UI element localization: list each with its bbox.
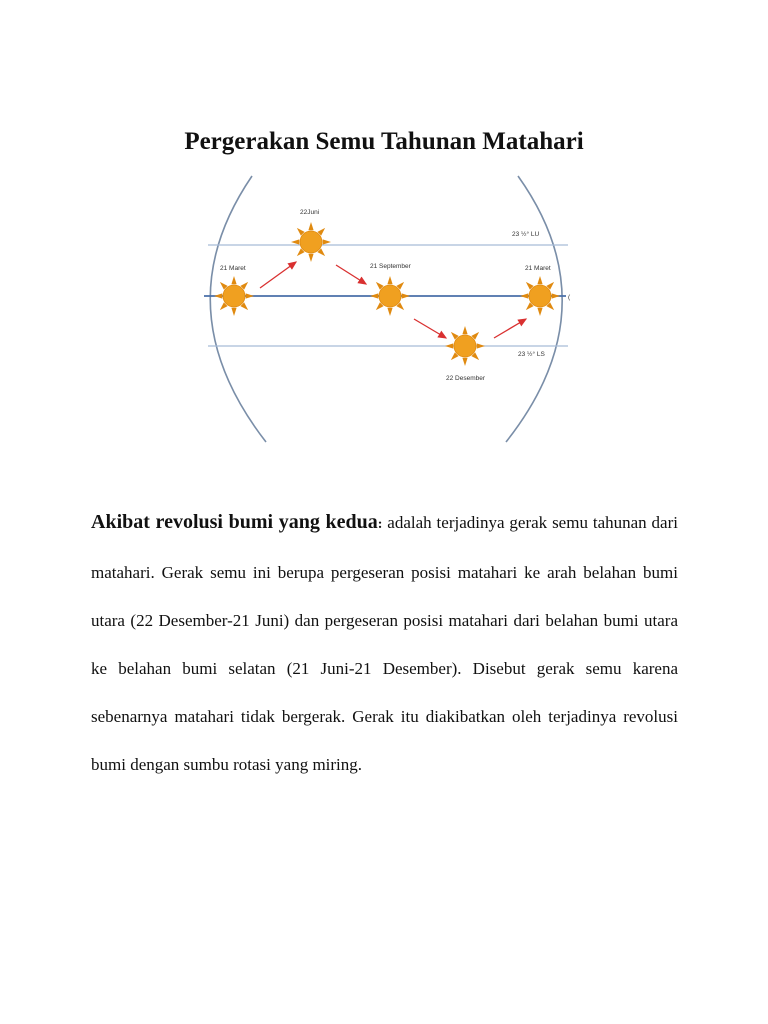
arrow-march-to-june — [260, 262, 296, 288]
sun-ray — [231, 308, 236, 316]
label-22-juni: 22Juni — [300, 209, 320, 216]
sun-apparent-motion-diagram — [200, 172, 590, 444]
arrow-december-to-march — [494, 319, 526, 338]
sun-ray — [387, 308, 392, 316]
diagram-svg — [200, 172, 590, 444]
sun-ray — [477, 343, 485, 348]
sun-ray — [462, 326, 467, 334]
page-title: Pergerakan Semu Tahunan Matahari — [184, 128, 584, 155]
sun-disc — [223, 285, 245, 307]
label-21-maret-end: 21 Maret — [525, 265, 551, 272]
label-22-desember: 22 Desember — [446, 375, 486, 382]
sun-ray — [520, 293, 528, 298]
sun-ray — [537, 308, 542, 316]
sun-icon — [214, 276, 254, 316]
paragraph-colon: : — [377, 517, 383, 532]
sun-ray — [308, 254, 313, 262]
sun-ray — [291, 239, 299, 244]
arrow-september-to-december — [414, 319, 446, 338]
sun-disc — [379, 285, 401, 307]
body-paragraph — [91, 498, 678, 789]
sun-ray — [387, 276, 392, 284]
sun-ray — [370, 293, 378, 298]
paragraph-lead: Akibat revolusi bumi yang kedua — [91, 511, 378, 533]
arrow-june-to-september — [336, 265, 366, 284]
label-21-september: 21 September — [370, 263, 411, 270]
paragraph-text: adalah terjadinya gerak semu tahunan dari matahari. Gerak semu ini berupa pergeseran posisi matahari ke arah belahan bumi utara (22 Desember-21 Juni) dan pergeseran posisi matahari dari belahan bumi utara ke belahan bumi selatan (21 Juni-21 Desember). Disebut gerak semu karena sebenarnya matahari tidak bergerak. Gerak itu diakibatkan oleh terjadinya revolusi bumi dengan sumbu rotasi yang miring. — [91, 513, 678, 774]
sun-ray — [308, 222, 313, 230]
sun-icon — [445, 326, 485, 366]
sun-icon — [520, 276, 560, 316]
sun-ray — [552, 293, 560, 298]
sun-disc — [529, 285, 551, 307]
sun-ray — [445, 343, 453, 348]
globe-right-arc — [506, 176, 562, 442]
sun-icon — [291, 222, 331, 262]
globe-left-arc — [210, 176, 266, 442]
sun-ray — [323, 239, 331, 244]
sun-disc — [454, 335, 476, 357]
sun-ray — [537, 276, 542, 284]
sun-ray — [231, 276, 236, 284]
sun-ray — [246, 293, 254, 298]
sun-ray — [214, 293, 222, 298]
sun-disc — [300, 231, 322, 253]
sun-icon — [370, 276, 410, 316]
label-21-maret-start: 21 Maret — [220, 265, 246, 272]
label-23-ls: 23 ½° LS — [518, 351, 545, 358]
label-23-lu: 23 ½° LU — [512, 231, 540, 238]
label-equator-marker: ( — [568, 294, 571, 301]
sun-ray — [462, 358, 467, 366]
sun-ray — [402, 293, 410, 298]
